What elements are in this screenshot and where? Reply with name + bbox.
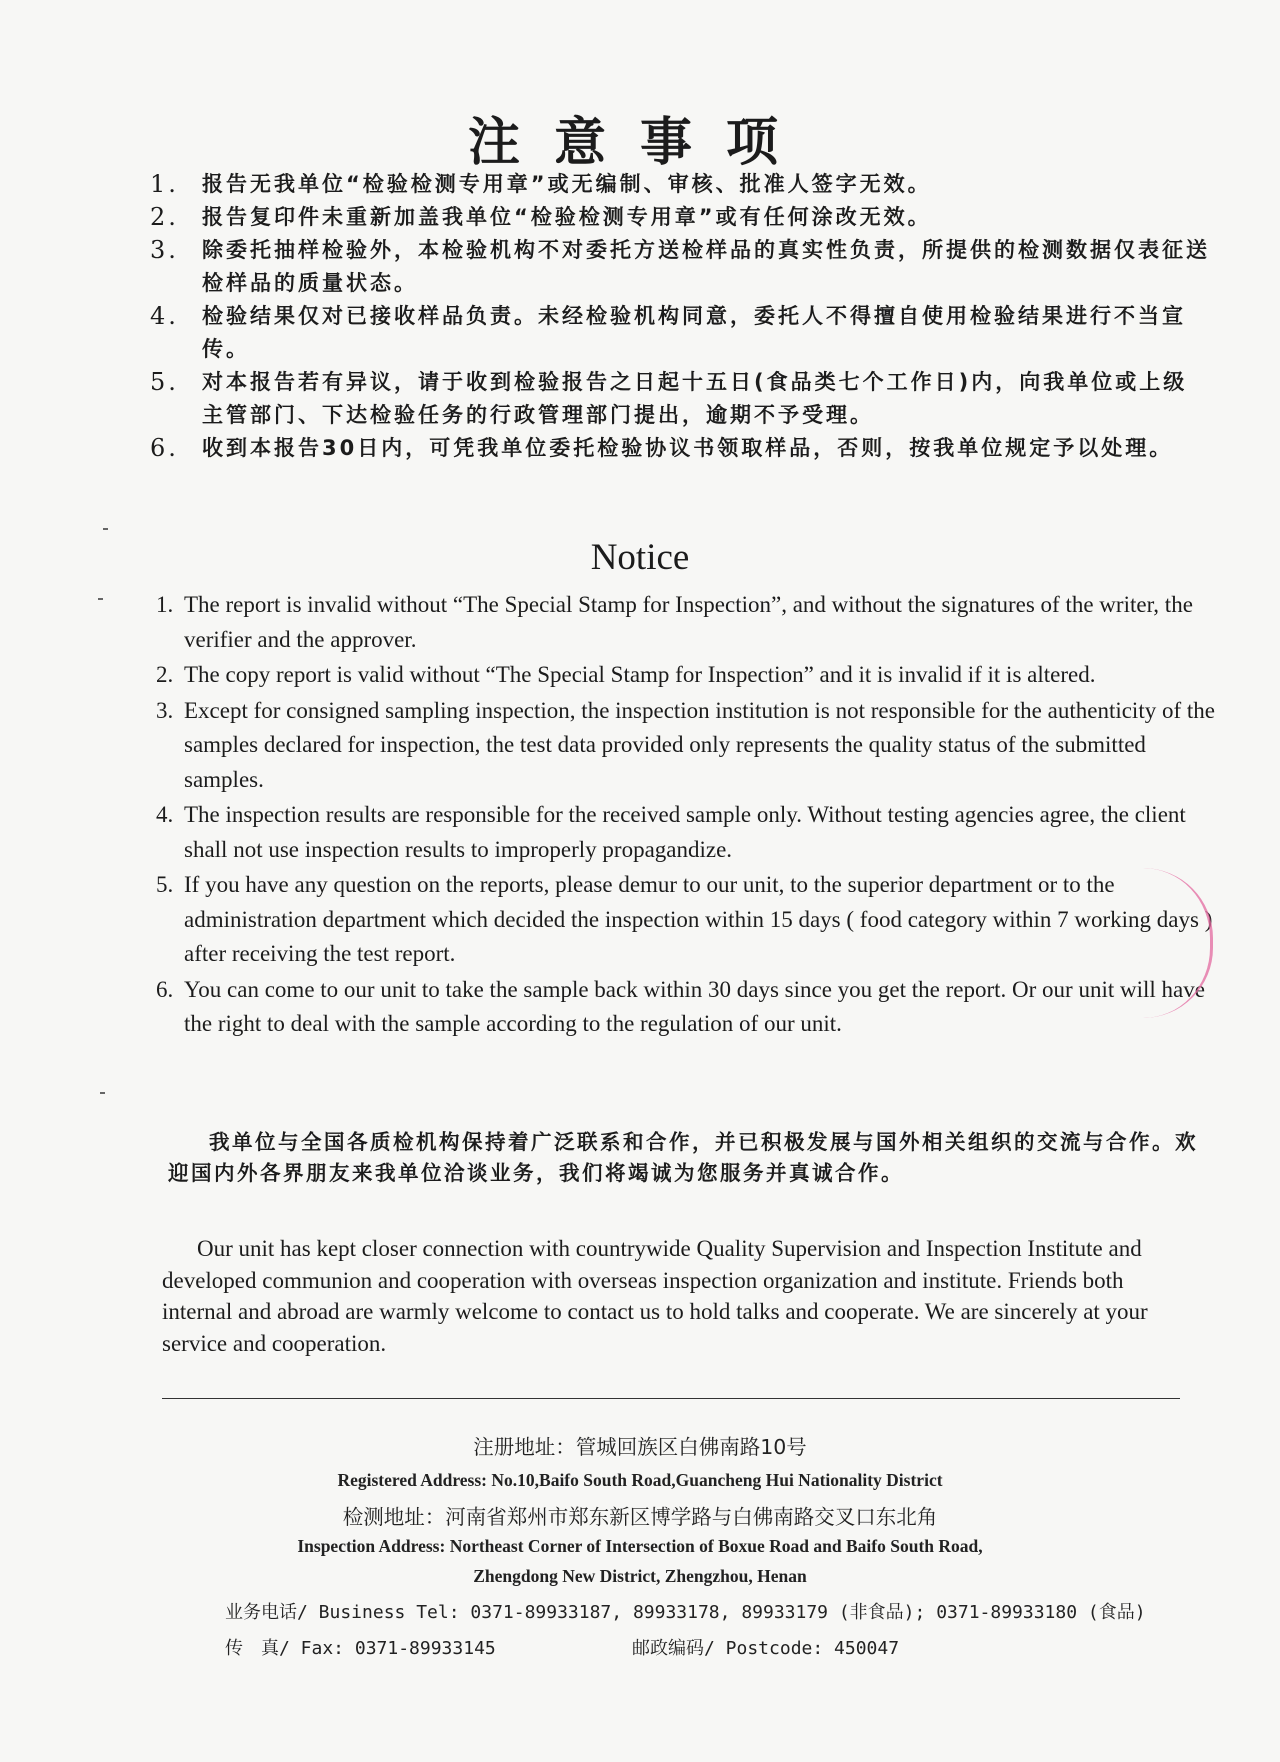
item-text: 收到本报告30日内，可凭我单位委托检验协议书领取样品，否则，按我单位规定予以处理。 — [202, 436, 1174, 460]
item-text: You can come to our unit to take the sample back within 30 days since you get the report. Or our unit will have the right to deal with the sample according to the regulation of our unit. — [184, 976, 1205, 1036]
cn-cooperation-paragraph: 我单位与全国各质检机构保持着广泛联系和合作，并已积极发展与国外相关组织的交流与合作。欢迎国内外各界朋友来我单位洽谈业务，我们将竭诚为您服务并真诚合作。 — [168, 1130, 1198, 1185]
scan-speck — [98, 598, 103, 600]
postcode: 邮政编码/ Postcode: 450047 — [632, 1638, 900, 1659]
item-number: 6. — [150, 434, 179, 462]
item-text: The report is invalid without “The Special Stamp for Inspection”, and without the signatures of the writer, the verifier and the approver. — [184, 592, 1193, 652]
item-number: 5. — [150, 368, 179, 396]
fax: 传 真/ Fax: 0371-89933145 — [225, 1638, 496, 1659]
item-text: If you have any question on the reports, please demur to our unit, to the superior department or to the administration department which decided the inspection within 15 days ( food category within 7 working days ) after receiving the test report. — [184, 872, 1213, 966]
item-number: 1. — [150, 170, 179, 198]
registered-address-en: Registered Address: No.10,Baifo South Road,Guancheng Hui Nationality District — [337, 1470, 943, 1490]
list-item — [150, 432, 1210, 465]
item-number: 4. — [150, 302, 179, 330]
item-number: 6. — [156, 976, 174, 1002]
item-number: 4. — [156, 802, 174, 827]
item-number: 3. — [156, 697, 174, 723]
inspection-address-en-line2: Zhengdong New District, Zhengzhou, Henan — [473, 1566, 807, 1586]
item-text: 报告无我单位“检验检测专用章”或无编制、审核、批准人签字无效。 — [202, 172, 932, 196]
item-text: 检验结果仅对已接收样品负责。未经检验机构同意，委托人不得擅自使用检验结果进行不当宣传。 — [202, 304, 1186, 361]
business-tel: 业务电话/ Business Tel: 0371-89933187, 89933178, 89933179 (非食品); 0371-89933180 (食品) — [225, 1602, 1146, 1623]
list-item — [150, 234, 1210, 300]
item-text: 对本报告若有异议，请于收到检验报告之日起十五日(食品类七个工作日)内，向我单位或上级主管部门、下达检验任务的行政管理部门提出，逾期不予受理。 — [202, 370, 1188, 427]
list-item — [156, 973, 1216, 1042]
inspection-address-cn: 检测地址：河南省郑州市郑东新区博学路与白佛南路交叉口东北角 — [342, 1505, 938, 1529]
item-number: 1. — [156, 592, 174, 617]
item-number: 2. — [150, 203, 179, 231]
item-number: 5. — [156, 872, 174, 897]
registered-address-cn: 注册地址：管城回族区白佛南路10号 — [473, 1435, 807, 1459]
en-cooperation-paragraph: Our unit has kept closer connection with countrywide Quality Supervision and Inspection Institute and developed communion and cooperation with overseas inspection organization and institute. Friends both internal and abroad are warmly welcome to contact us to hold talks and cooperate. We are sincerely at your service and cooperation. — [162, 1236, 1148, 1356]
list-item — [150, 201, 1210, 234]
item-text: The inspection results are responsible for the received sample only. Without testing agencies agree, the client shall not use inspection results to improperly propagandize. — [184, 802, 1186, 862]
en-title: Notice — [590, 537, 690, 578]
scan-speck — [103, 528, 108, 530]
item-text: 除委托抽样检验外，本检验机构不对委托方送检样品的真实性负责，所提供的检测数据仅表征送检样品的质量状态。 — [202, 238, 1210, 295]
divider — [162, 1398, 1180, 1399]
item-number: 2. — [156, 662, 174, 687]
list-item — [156, 868, 1216, 972]
list-item — [156, 588, 1216, 657]
en-notice-list — [156, 588, 1216, 1043]
list-item — [156, 658, 1216, 693]
list-item — [156, 694, 1216, 798]
item-text: Except for consigned sampling inspection, the inspection institution is not responsible for the authenticity of the samples declared for inspection, the test data provided only represents the quality status of the submitted samples. — [184, 697, 1215, 792]
scan-speck — [100, 1092, 105, 1094]
list-item — [150, 300, 1210, 366]
list-item — [150, 366, 1210, 432]
item-number: 3. — [150, 236, 179, 264]
item-text: 报告复印件未重新加盖我单位“检验检测专用章”或有任何涂改无效。 — [202, 205, 932, 229]
cn-title: 注意事项 — [467, 113, 812, 173]
list-item — [156, 798, 1216, 867]
inspection-address-en: Inspection Address: Northeast Corner of Intersection of Boxue Road and Baifo South Road, — [297, 1536, 983, 1556]
cn-notice-list — [150, 168, 1210, 465]
item-text: The copy report is valid without “The Special Stamp for Inspection” and it is invalid if it is altered. — [184, 662, 1096, 687]
list-item — [150, 168, 1210, 201]
